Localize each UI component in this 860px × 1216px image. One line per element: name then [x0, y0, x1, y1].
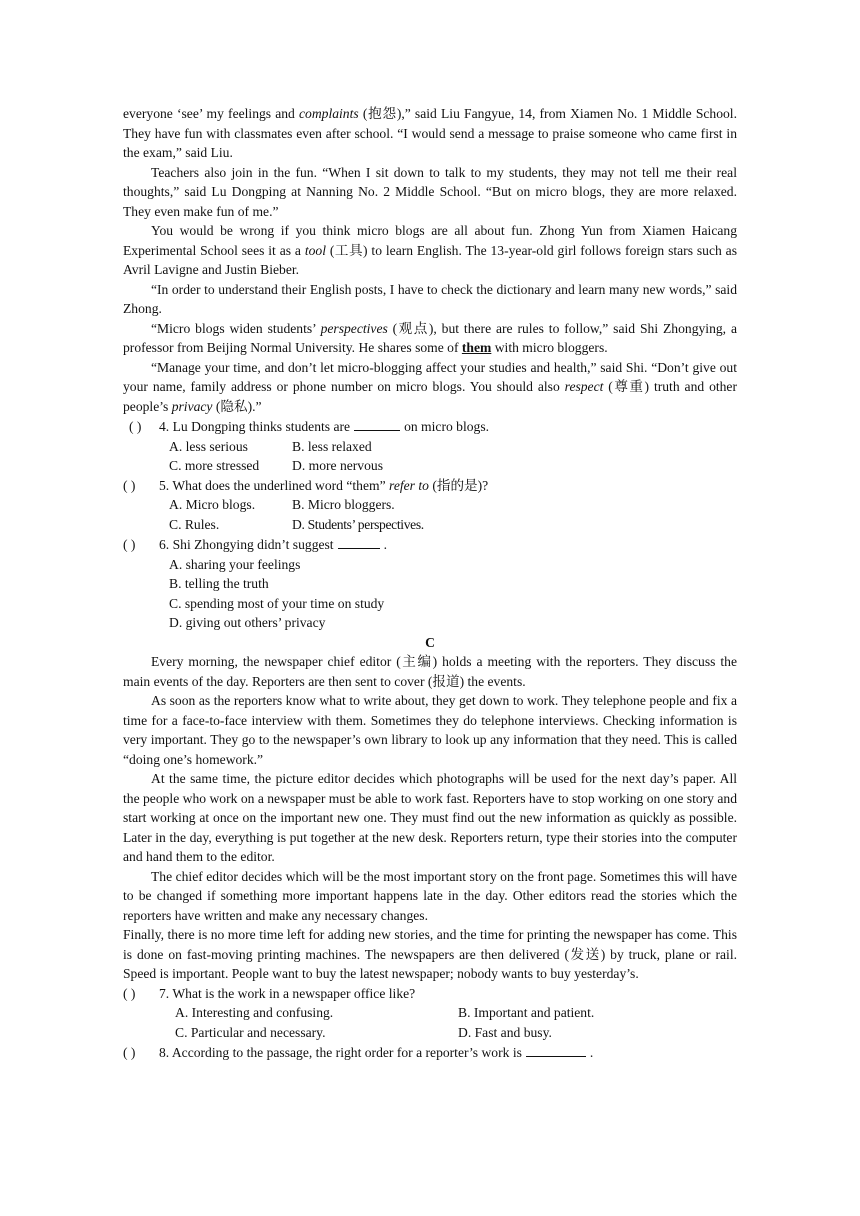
passage-b-paragraph-1: everyone ‘see’ my feelings and complaints (抱怨),” said Liu Fangyue, 14, from Xiamen No. 1 Middle School. They have fun with classmates even after school. “I would send a message to praise someone who came first in the exam,” said Liu. — [123, 106, 737, 160]
passage-b-paragraph-3: You would be wrong if you think micro blogs are all about fun. Zhong Yun from Xiamen Haicang Experimental School sees it as a tool (工具) to learn English. The 13-year-old girl follows foreign stars such as Avril Lavigne and Justin Bieber. — [123, 223, 738, 277]
option-6b: B. telling the truth — [169, 576, 269, 591]
passage-c-paragraph-1: Every morning, the newspaper chief editor (主编) holds a meeting with the reporters. They discuss the main events of the day. Reporters are then sent to cover (报道) the events. — [123, 654, 737, 689]
italic-word-privacy: privacy — [171, 398, 213, 414]
answer-blank-4 — [354, 416, 400, 431]
section-heading-c: C — [425, 634, 435, 650]
option-6d: D. giving out others’ privacy — [169, 615, 326, 630]
question-4-options-row-1 — [123, 437, 737, 457]
question-5-options-row-2 — [123, 515, 737, 535]
italic-word-complaints: complaints — [299, 106, 359, 121]
italic-word-perspectives: perspectives — [320, 320, 388, 336]
option-5b: B. Micro bloggers. — [292, 497, 395, 512]
passage-c-paragraph-4: The chief editor decides which will be the most important story on the front page. Sometimes this will have to be changed if something more important happens late in the day. Other editors read the stories which the reporters have written and make any necessary changes. — [123, 868, 737, 923]
passage-b-paragraph-5: “Micro blogs widen students’ perspectives (观点), but there are rules to follow,” said Shi Zhongying, a professor from Beijing Normal University. He shares some of them with micro bloggers. — [123, 320, 737, 355]
option-6a: A. sharing your feelings — [169, 556, 301, 572]
option-4d: D. more nervous — [292, 458, 383, 473]
answer-bracket-8[interactable]: ( ) — [123, 1045, 136, 1060]
page-content — [123, 104, 737, 1063]
passage-b-paragraph-2: Teachers also join in the fun. “When I sit down to talk to my students, they may not tell me their real thoughts,” said Lu Dongping at Nanning No. 2 Middle School. “But on micro blogs, they are more relaxed. They even make fun of me.” — [123, 164, 737, 219]
italic-word-tool: tool — [304, 242, 326, 258]
option-5d: D. Students’ perspectives. — [292, 516, 424, 532]
answer-blank-8 — [526, 1042, 586, 1057]
answer-bracket-5[interactable]: ( ) — [123, 477, 136, 493]
question-5: ( ) 5. What does the underlined word “them” refer to (指的是)? — [123, 476, 737, 496]
passage-c-paragraph-5: Finally, there is no more time left for adding new stories, and the time for printing the newspaper has come. This is done on fast-moving printing machines. The newspapers are then delivered (发送) by truck, plane or rail. Speed is important. People want to buy the latest newspaper; nobody wants to buy yesterday’s. — [123, 927, 737, 981]
option-7a: A. Interesting and confusing. — [175, 1005, 334, 1020]
question-4-options-row-2 — [123, 456, 737, 476]
question-5-options-row-1 — [123, 495, 737, 515]
passage-c-paragraph-3: At the same time, the picture editor decides which photographs will be used for the next day’s paper. All the people who work on a newspaper must be able to work fast. Reporters have to stop working on one story and start working at once on the important new one. They must find out the new information as quickly as possible. Later in the day, everything is put together at the new desk. Reporters return, type their stories into the computer and hand them to the editor. — [123, 771, 737, 864]
option-5a: A. Micro blogs. — [169, 497, 256, 512]
question-7-options-row-1 — [123, 1003, 737, 1023]
italic-word-respect: respect — [564, 379, 604, 394]
passage-b-paragraph-4: “In order to understand their English posts, I have to check the dictionary and learn many new words,” said Zhong. — [123, 281, 737, 316]
option-5c: C. Rules. — [169, 516, 220, 532]
question-8: ( ) 8. According to the passage, the right order for a reporter’s work is . — [123, 1042, 737, 1063]
underlined-word-them: them — [461, 340, 492, 355]
question-7-options-row-2 — [123, 1023, 737, 1043]
option-7d: D. Fast and busy. — [458, 1024, 552, 1040]
option-7b: B. Important and patient. — [458, 1005, 595, 1020]
answer-bracket-4[interactable]: ( ) — [129, 419, 142, 434]
answer-bracket-6[interactable]: ( ) — [123, 537, 136, 552]
answer-blank-6 — [338, 534, 380, 549]
passage-b-paragraph-6: “Manage your time, and don’t let micro-blogging affect your studies and health,” said Shi. “Don’t give out your name, family address or phone number on micro blogs. You should also respect (尊重) truth and other people’s privacy (隐私).” — [123, 359, 737, 414]
option-7c: C. Particular and necessary. — [175, 1024, 326, 1040]
option-4b: B. less relaxed — [292, 438, 372, 454]
question-4: ( ) 4. Lu Dongping thinks students are on micro blogs. — [123, 416, 737, 437]
answer-bracket-7[interactable]: ( ) — [123, 985, 136, 1001]
passage-c-paragraph-2: As soon as the reporters know what to write about, they get down to work. They telephone people and fix a time for a face-to-face interview with them. Sometimes they do telephone interviews. Checking information is very important. They go to the newspaper’s own library to look up any information that they need. This is called “doing one’s homework.” — [123, 693, 737, 767]
option-4a: A. less serious — [169, 438, 248, 454]
option-4c: C. more stressed — [169, 458, 260, 473]
option-6c: C. spending most of your time on study — [169, 595, 385, 611]
question-6: ( ) 6. Shi Zhongying didn’t suggest . — [123, 534, 737, 555]
question-7: ( ) 7. What is the work in a newspaper office like? — [123, 984, 737, 1004]
